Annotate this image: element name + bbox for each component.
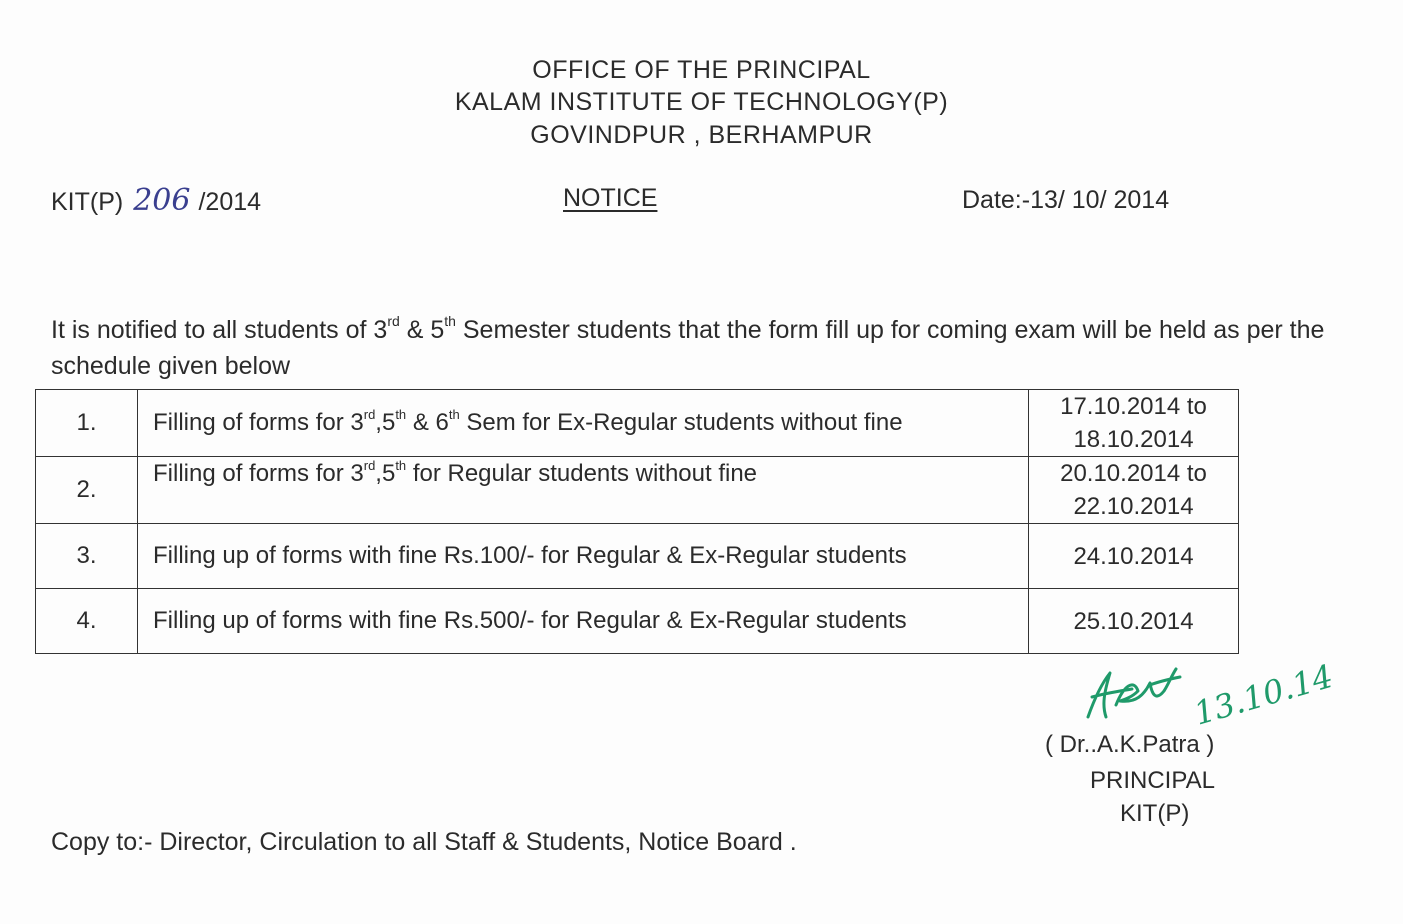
signatory-org: KIT(P): [1120, 800, 1190, 827]
table-row: [36, 589, 1239, 654]
institute-name: KALAM INSTITUTE OF TECHNOLOGY(P): [454, 88, 949, 116]
schedule-description: Filling up of forms with fine Rs.500/- for Regular & Ex-Regular students: [138, 589, 1029, 654]
schedule-table: [35, 389, 1239, 654]
serial-number: 1.: [36, 390, 138, 457]
table-row: [36, 390, 1239, 457]
schedule-description: Filling of forms for 3rd,5th & 6th Sem for Ex-Regular students without fine: [138, 390, 1029, 457]
copy-to-line: Copy to:- Director, Circulation to all Staff & Students, Notice Board .: [51, 828, 797, 856]
schedule-date: 25.10.2014: [1029, 589, 1239, 654]
schedule-date: 24.10.2014: [1029, 524, 1239, 589]
handwritten-date: 13.10.14: [1189, 656, 1338, 733]
reference-prefix: KIT(P): [51, 188, 124, 216]
schedule-date: 20.10.2014 to 22.10.2014: [1029, 457, 1239, 524]
schedule-description: Filling of forms for 3rd,5th for Regular students without fine: [138, 457, 1029, 524]
serial-number: 3.: [36, 524, 138, 589]
reference-number: [51, 183, 261, 218]
reference-suffix: /2014: [198, 188, 262, 216]
notice-date: Date:-13/ 10/ 2014: [962, 186, 1170, 214]
schedule-date: 17.10.2014 to 18.10.2014: [1029, 390, 1239, 457]
schedule-description: Filling up of forms with fine Rs.100/- for Regular & Ex-Regular students: [138, 524, 1029, 589]
table-row: [36, 524, 1239, 589]
handwritten-signature: [1080, 645, 1340, 735]
intro-paragraph: It is notified to all students of 3rd & 5th Semester students that the form fill up for coming exam will be held as per the schedule given below: [51, 313, 1325, 380]
signatory-title: PRINCIPAL: [1090, 767, 1215, 794]
office-heading: OFFICE OF THE PRINCIPAL: [532, 56, 871, 84]
reference-handwritten-number: 206: [133, 183, 191, 218]
signatory-name: ( Dr..A.K.Patra ): [1045, 731, 1215, 758]
serial-number: 4.: [36, 589, 138, 654]
notice-title: NOTICE: [563, 184, 658, 212]
table-row: [36, 457, 1239, 524]
institute-address: GOVINDPUR , BERHAMPUR: [530, 121, 873, 149]
serial-number: 2.: [36, 457, 138, 524]
